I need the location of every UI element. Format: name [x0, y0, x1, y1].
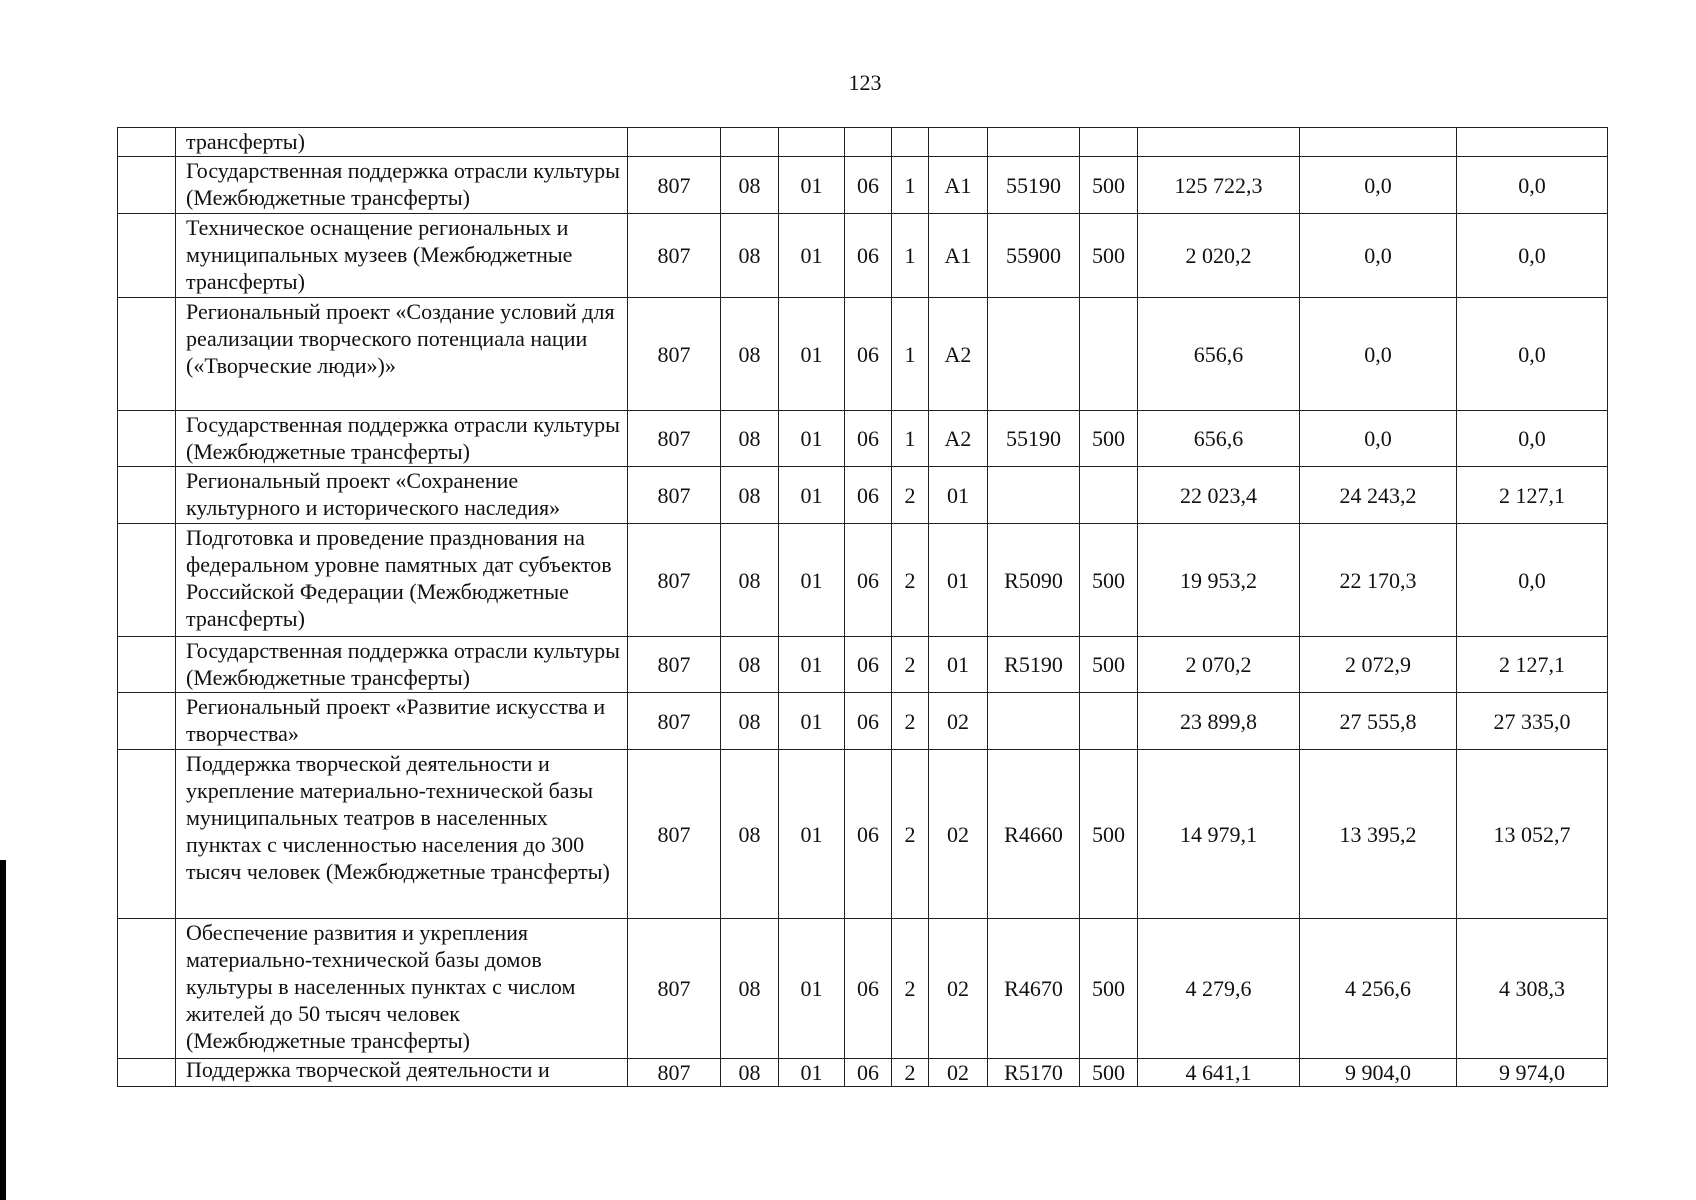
code-project-cell: 01 — [929, 524, 988, 637]
amount-year-1-cell: 4 641,1 — [1138, 1059, 1300, 1087]
amount-year-2-cell: 0,0 — [1300, 157, 1457, 214]
amount-year-1-cell: 19 953,2 — [1138, 524, 1300, 637]
code-project-cell — [929, 128, 988, 157]
amount-year-3-cell: 4 308,3 — [1457, 919, 1608, 1059]
code-section-cell: 08 — [721, 157, 779, 214]
code-subsection-cell: 01 — [779, 214, 845, 298]
row-number-cell — [118, 157, 176, 214]
amount-year-1-cell: 2 070,2 — [1138, 637, 1300, 693]
code-ministry-cell: 807 — [628, 750, 721, 919]
code-subsection-cell: 01 — [779, 298, 845, 411]
amount-year-3-cell: 9 974,0 — [1457, 1059, 1608, 1087]
code-program-cell: 06 — [845, 524, 892, 637]
code-program-cell: 06 — [845, 693, 892, 750]
code-subprogram-cell: 2 — [892, 467, 929, 524]
code-project-cell: A1 — [929, 214, 988, 298]
code-subprogram-cell: 2 — [892, 524, 929, 637]
code-direction-cell — [988, 467, 1080, 524]
code-subsection-cell: 01 — [779, 1059, 845, 1087]
code-subsection-cell: 01 — [779, 157, 845, 214]
code-program-cell: 06 — [845, 157, 892, 214]
code-section-cell: 08 — [721, 524, 779, 637]
row-number-cell — [118, 411, 176, 467]
code-program-cell: 06 — [845, 750, 892, 919]
item-name-cell: Государственная поддержка отрасли культуры (Межбюджетные трансферты) — [176, 157, 628, 214]
item-name-cell: Техническое оснащение региональных и муниципальных музеев (Межбюджетные трансферты) — [176, 214, 628, 298]
code-subsection-cell: 01 — [779, 637, 845, 693]
table-row — [118, 214, 1608, 298]
code-expense-type-cell — [1080, 693, 1138, 750]
amount-year-1-cell: 23 899,8 — [1138, 693, 1300, 750]
code-project-cell: 01 — [929, 637, 988, 693]
row-number-cell — [118, 637, 176, 693]
code-subprogram-cell: 1 — [892, 298, 929, 411]
amount-year-3-cell: 0,0 — [1457, 214, 1608, 298]
amount-year-2-cell: 22 170,3 — [1300, 524, 1457, 637]
code-subsection-cell — [779, 128, 845, 157]
code-section-cell: 08 — [721, 637, 779, 693]
code-project-cell: A2 — [929, 298, 988, 411]
code-section-cell: 08 — [721, 750, 779, 919]
item-name-cell: Региональный проект «Развитие искусства и творчества» — [176, 693, 628, 750]
amount-year-2-cell: 0,0 — [1300, 298, 1457, 411]
table-row — [118, 157, 1608, 214]
item-name-cell: Поддержка творческой деятельности и — [176, 1059, 628, 1087]
row-number-cell — [118, 693, 176, 750]
code-expense-type-cell: 500 — [1080, 637, 1138, 693]
code-section-cell: 08 — [721, 298, 779, 411]
amount-year-2-cell: 9 904,0 — [1300, 1059, 1457, 1087]
code-direction-cell — [988, 693, 1080, 750]
amount-year-2-cell — [1300, 128, 1457, 157]
amount-year-3-cell: 0,0 — [1457, 411, 1608, 467]
code-direction-cell — [988, 298, 1080, 411]
code-section-cell: 08 — [721, 411, 779, 467]
amount-year-3-cell: 13 052,7 — [1457, 750, 1608, 919]
amount-year-1-cell: 14 979,1 — [1138, 750, 1300, 919]
amount-year-1-cell: 656,6 — [1138, 298, 1300, 411]
item-name-cell: Подготовка и проведение празднования на федеральном уровне памятных дат субъектов Российской Федерации (Межбюджетные трансферты) — [176, 524, 628, 637]
code-expense-type-cell: 500 — [1080, 157, 1138, 214]
code-project-cell: 01 — [929, 467, 988, 524]
code-ministry-cell: 807 — [628, 693, 721, 750]
code-expense-type-cell — [1080, 128, 1138, 157]
code-direction-cell: 55190 — [988, 411, 1080, 467]
table-row — [118, 693, 1608, 750]
row-number-cell — [118, 919, 176, 1059]
code-expense-type-cell: 500 — [1080, 214, 1138, 298]
code-project-cell: A2 — [929, 411, 988, 467]
item-name-cell: Поддержка творческой деятельности и укрепление материально-технической базы муниципальных театров в населенных пунктах с численностью населения до 300 тысяч человек (Межбюджетные трансферты) — [176, 750, 628, 919]
code-project-cell: 02 — [929, 693, 988, 750]
code-expense-type-cell: 500 — [1080, 1059, 1138, 1087]
amount-year-1-cell: 22 023,4 — [1138, 467, 1300, 524]
row-number-cell — [118, 214, 176, 298]
code-expense-type-cell: 500 — [1080, 750, 1138, 919]
code-section-cell: 08 — [721, 467, 779, 524]
amount-year-3-cell: 0,0 — [1457, 298, 1608, 411]
code-subsection-cell: 01 — [779, 750, 845, 919]
row-number-cell — [118, 128, 176, 157]
code-section-cell — [721, 128, 779, 157]
code-direction-cell: 55900 — [988, 214, 1080, 298]
amount-year-1-cell: 4 279,6 — [1138, 919, 1300, 1059]
code-ministry-cell: 807 — [628, 298, 721, 411]
table-row — [118, 524, 1608, 637]
code-section-cell: 08 — [721, 919, 779, 1059]
code-expense-type-cell: 500 — [1080, 411, 1138, 467]
code-subprogram-cell: 1 — [892, 214, 929, 298]
code-direction-cell: R4660 — [988, 750, 1080, 919]
amount-year-2-cell: 13 395,2 — [1300, 750, 1457, 919]
code-ministry-cell: 807 — [628, 411, 721, 467]
code-subprogram-cell: 2 — [892, 750, 929, 919]
code-ministry-cell: 807 — [628, 467, 721, 524]
scan-edge-shadow — [0, 860, 6, 1200]
code-subsection-cell: 01 — [779, 693, 845, 750]
code-subsection-cell: 01 — [779, 467, 845, 524]
item-name-cell: Региональный проект «Создание условий для реализации творческого потенциала нации («Творческие люди»)» — [176, 298, 628, 411]
code-project-cell: 02 — [929, 750, 988, 919]
code-ministry-cell: 807 — [628, 214, 721, 298]
item-name-cell: Региональный проект «Сохранение культурного и исторического наследия» — [176, 467, 628, 524]
row-number-cell — [118, 524, 176, 637]
amount-year-2-cell: 0,0 — [1300, 214, 1457, 298]
amount-year-2-cell: 2 072,9 — [1300, 637, 1457, 693]
code-subprogram-cell: 1 — [892, 157, 929, 214]
amount-year-3-cell: 2 127,1 — [1457, 467, 1608, 524]
amount-year-2-cell: 24 243,2 — [1300, 467, 1457, 524]
code-program-cell: 06 — [845, 467, 892, 524]
amount-year-3-cell — [1457, 128, 1608, 157]
table-row — [118, 128, 1608, 157]
amount-year-2-cell: 0,0 — [1300, 411, 1457, 467]
row-number-cell — [118, 750, 176, 919]
code-program-cell: 06 — [845, 411, 892, 467]
code-program-cell: 06 — [845, 298, 892, 411]
code-expense-type-cell — [1080, 467, 1138, 524]
code-subsection-cell: 01 — [779, 411, 845, 467]
code-subprogram-cell: 1 — [892, 411, 929, 467]
amount-year-1-cell: 656,6 — [1138, 411, 1300, 467]
table-row — [118, 298, 1608, 411]
code-ministry-cell: 807 — [628, 1059, 721, 1087]
table-row — [118, 411, 1608, 467]
code-ministry-cell: 807 — [628, 637, 721, 693]
code-subprogram-cell — [892, 128, 929, 157]
code-ministry-cell: 807 — [628, 524, 721, 637]
table-row — [118, 637, 1608, 693]
row-number-cell — [118, 467, 176, 524]
code-program-cell: 06 — [845, 214, 892, 298]
code-direction-cell: R5170 — [988, 1059, 1080, 1087]
amount-year-2-cell: 27 555,8 — [1300, 693, 1457, 750]
code-project-cell: A1 — [929, 157, 988, 214]
code-expense-type-cell: 500 — [1080, 524, 1138, 637]
code-direction-cell — [988, 128, 1080, 157]
code-direction-cell: R5090 — [988, 524, 1080, 637]
code-subsection-cell: 01 — [779, 524, 845, 637]
budget-table — [117, 127, 1608, 1087]
item-name-cell: Обеспечение развития и укрепления материально-технической базы домов культуры в населенных пунктах с числом жителей до 50 тысяч человек (Межбюджетные трансферты) — [176, 919, 628, 1059]
code-project-cell: 02 — [929, 919, 988, 1059]
code-direction-cell: R5190 — [988, 637, 1080, 693]
row-number-cell — [118, 298, 176, 411]
code-project-cell: 02 — [929, 1059, 988, 1087]
code-section-cell: 08 — [721, 1059, 779, 1087]
code-ministry-cell: 807 — [628, 157, 721, 214]
table-row — [118, 919, 1608, 1059]
code-ministry-cell: 807 — [628, 919, 721, 1059]
code-section-cell: 08 — [721, 214, 779, 298]
code-direction-cell: 55190 — [988, 157, 1080, 214]
code-subprogram-cell: 2 — [892, 1059, 929, 1087]
amount-year-1-cell — [1138, 128, 1300, 157]
amount-year-3-cell: 0,0 — [1457, 524, 1608, 637]
code-expense-type-cell — [1080, 298, 1138, 411]
code-subsection-cell: 01 — [779, 919, 845, 1059]
code-program-cell — [845, 128, 892, 157]
item-name-cell: Государственная поддержка отрасли культуры (Межбюджетные трансферты) — [176, 411, 628, 467]
code-program-cell: 06 — [845, 1059, 892, 1087]
code-program-cell: 06 — [845, 637, 892, 693]
amount-year-1-cell: 2 020,2 — [1138, 214, 1300, 298]
code-subprogram-cell: 2 — [892, 637, 929, 693]
table-row — [118, 467, 1608, 524]
item-name-cell: Государственная поддержка отрасли культуры (Межбюджетные трансферты) — [176, 637, 628, 693]
code-ministry-cell — [628, 128, 721, 157]
code-program-cell: 06 — [845, 919, 892, 1059]
code-direction-cell: R4670 — [988, 919, 1080, 1059]
table-row — [118, 750, 1608, 919]
amount-year-1-cell: 125 722,3 — [1138, 157, 1300, 214]
row-number-cell — [118, 1059, 176, 1087]
table-row — [118, 1059, 1608, 1087]
code-subprogram-cell: 2 — [892, 919, 929, 1059]
amount-year-2-cell: 4 256,6 — [1300, 919, 1457, 1059]
amount-year-3-cell: 0,0 — [1457, 157, 1608, 214]
code-section-cell: 08 — [721, 693, 779, 750]
item-name-cell: трансферты) — [176, 128, 628, 157]
page-number: 123 — [848, 70, 882, 95]
amount-year-3-cell: 27 335,0 — [1457, 693, 1608, 750]
code-subprogram-cell: 2 — [892, 693, 929, 750]
code-expense-type-cell: 500 — [1080, 919, 1138, 1059]
amount-year-3-cell: 2 127,1 — [1457, 637, 1608, 693]
